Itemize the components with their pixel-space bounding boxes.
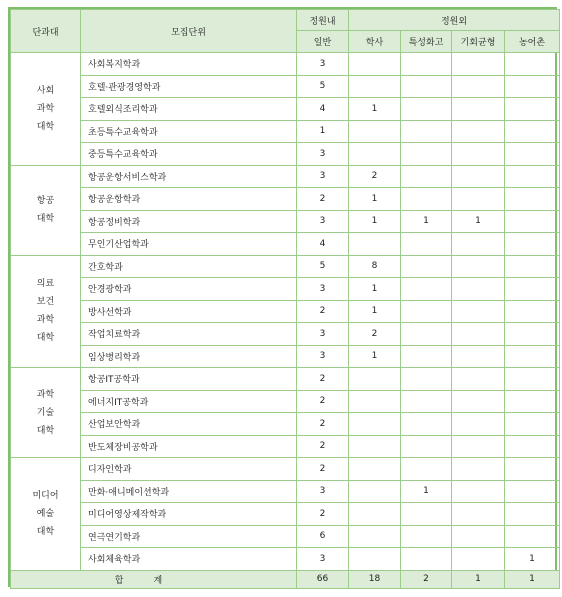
header-unit: 모집단위 bbox=[81, 10, 297, 53]
cell-bachelor: 1 bbox=[349, 345, 401, 368]
college-name-line: 대학 bbox=[36, 526, 55, 537]
cell-general: 2 bbox=[297, 458, 349, 481]
cell-rural bbox=[505, 53, 560, 76]
cell-equal-opportunity bbox=[452, 53, 505, 76]
table-row bbox=[11, 98, 560, 121]
cell-special-school bbox=[401, 458, 452, 481]
cell-general: 2 bbox=[297, 188, 349, 211]
cell-bachelor: 1 bbox=[349, 278, 401, 301]
table-row bbox=[11, 278, 560, 301]
college-name-line: 의료 bbox=[36, 279, 55, 290]
cell-rural bbox=[505, 525, 560, 548]
cell-rural bbox=[505, 323, 560, 346]
cell-special-school bbox=[401, 98, 452, 121]
cell-equal-opportunity bbox=[452, 278, 505, 301]
cell-bachelor bbox=[349, 503, 401, 526]
cell-special-school bbox=[401, 323, 452, 346]
college-cell bbox=[11, 255, 81, 368]
cell-equal-opportunity bbox=[452, 323, 505, 346]
cell-rural: 1 bbox=[505, 548, 560, 571]
total-cell-special-school: 2 bbox=[401, 570, 452, 588]
college-cell bbox=[11, 368, 81, 458]
admission-quota-table-frame bbox=[8, 7, 557, 587]
table-row bbox=[11, 525, 560, 548]
cell-equal-opportunity bbox=[452, 480, 505, 503]
cell-rural bbox=[505, 120, 560, 143]
college-name-line: 대학 bbox=[36, 214, 55, 224]
cell-general: 3 bbox=[297, 165, 349, 188]
cell-rural bbox=[505, 143, 560, 166]
cell-equal-opportunity bbox=[452, 75, 505, 98]
cell-rural bbox=[505, 480, 560, 503]
header-rural: 농어촌 bbox=[505, 31, 560, 53]
unit-name: 작업치료학과 bbox=[81, 323, 297, 346]
cell-general: 2 bbox=[297, 368, 349, 391]
table-row bbox=[11, 53, 560, 76]
unit-name: 안경광학과 bbox=[81, 278, 297, 301]
cell-bachelor: 1 bbox=[349, 210, 401, 233]
cell-rural bbox=[505, 210, 560, 233]
cell-rural bbox=[505, 255, 560, 278]
cell-rural bbox=[505, 390, 560, 413]
header-equal-opportunity: 기회균형 bbox=[452, 31, 505, 53]
cell-special-school bbox=[401, 53, 452, 76]
cell-bachelor bbox=[349, 480, 401, 503]
cell-special-school bbox=[401, 165, 452, 188]
cell-general: 3 bbox=[297, 53, 349, 76]
college-name-line: 예술 bbox=[36, 508, 55, 519]
cell-general: 2 bbox=[297, 435, 349, 458]
college-name-line: 과학 bbox=[36, 315, 55, 326]
cell-bachelor bbox=[349, 143, 401, 166]
cell-general: 2 bbox=[297, 390, 349, 413]
college-name-line: 대학 bbox=[36, 333, 55, 344]
cell-special-school bbox=[401, 413, 452, 436]
cell-equal-opportunity bbox=[452, 98, 505, 121]
unit-name: 호텔·관광경영학과 bbox=[81, 75, 297, 98]
cell-rural bbox=[505, 435, 560, 458]
cell-general: 3 bbox=[297, 548, 349, 571]
cell-special-school bbox=[401, 278, 452, 301]
cell-rural bbox=[505, 75, 560, 98]
unit-name: 미디어영상제작학과 bbox=[81, 503, 297, 526]
cell-special-school: 1 bbox=[401, 210, 452, 233]
cell-general: 4 bbox=[297, 233, 349, 256]
unit-name: 만화·애니메이션학과 bbox=[81, 480, 297, 503]
cell-special-school bbox=[401, 188, 452, 211]
table-row bbox=[11, 143, 560, 166]
total-label: 합계 bbox=[114, 575, 193, 586]
cell-general: 2 bbox=[297, 413, 349, 436]
total-row bbox=[11, 570, 560, 588]
cell-equal-opportunity bbox=[452, 233, 505, 256]
cell-bachelor: 2 bbox=[349, 323, 401, 346]
cell-bachelor bbox=[349, 458, 401, 481]
cell-general: 3 bbox=[297, 278, 349, 301]
header-out-quota: 정원외 bbox=[349, 10, 560, 31]
table-row bbox=[11, 300, 560, 323]
cell-equal-opportunity bbox=[452, 143, 505, 166]
cell-bachelor: 1 bbox=[349, 188, 401, 211]
college-cell bbox=[11, 53, 81, 166]
header-college: 단과대 bbox=[11, 10, 81, 53]
cell-rural bbox=[505, 413, 560, 436]
cell-special-school bbox=[401, 525, 452, 548]
college-name-line: 사회 bbox=[36, 85, 55, 96]
table-row bbox=[11, 165, 560, 188]
unit-name: 항공IT공학과 bbox=[81, 368, 297, 391]
unit-name: 디자인학과 bbox=[81, 458, 297, 481]
cell-general: 3 bbox=[297, 323, 349, 346]
college-name-line: 보건 bbox=[36, 297, 55, 308]
cell-rural bbox=[505, 300, 560, 323]
unit-name: 반도체장비공학과 bbox=[81, 435, 297, 458]
college-name-line: 대학 bbox=[36, 121, 55, 132]
cell-general: 2 bbox=[297, 300, 349, 323]
cell-equal-opportunity bbox=[452, 188, 505, 211]
total-cell-bachelor: 18 bbox=[349, 570, 401, 588]
cell-rural bbox=[505, 503, 560, 526]
cell-rural bbox=[505, 368, 560, 391]
college-name-line: 대학 bbox=[36, 425, 55, 436]
unit-name: 에너지IT공학과 bbox=[81, 390, 297, 413]
cell-general: 5 bbox=[297, 255, 349, 278]
cell-special-school bbox=[401, 300, 452, 323]
table-row bbox=[11, 390, 560, 413]
table-row bbox=[11, 548, 560, 571]
cell-rural bbox=[505, 458, 560, 481]
cell-general: 3 bbox=[297, 143, 349, 166]
unit-name: 사회복지학과 bbox=[81, 53, 297, 76]
college-name-line: 과학 bbox=[36, 103, 55, 114]
cell-bachelor: 2 bbox=[349, 165, 401, 188]
cell-equal-opportunity bbox=[452, 390, 505, 413]
cell-bachelor bbox=[349, 413, 401, 436]
cell-equal-opportunity bbox=[452, 345, 505, 368]
table-row bbox=[11, 323, 560, 346]
cell-special-school bbox=[401, 548, 452, 571]
college-cell bbox=[11, 458, 81, 571]
college-name-line: 기술 bbox=[36, 407, 55, 418]
cell-rural bbox=[505, 188, 560, 211]
unit-name: 방사선학과 bbox=[81, 300, 297, 323]
header-general: 일반 bbox=[297, 31, 349, 53]
cell-equal-opportunity bbox=[452, 368, 505, 391]
table-row bbox=[11, 75, 560, 98]
unit-name: 항공운항서비스학과 bbox=[81, 165, 297, 188]
unit-name: 호텔외식조리학과 bbox=[81, 98, 297, 121]
cell-equal-opportunity bbox=[452, 413, 505, 436]
unit-name: 중등특수교육학과 bbox=[81, 143, 297, 166]
table-row bbox=[11, 413, 560, 436]
cell-equal-opportunity bbox=[452, 120, 505, 143]
cell-rural bbox=[505, 98, 560, 121]
unit-name: 연극연기학과 bbox=[81, 525, 297, 548]
cell-bachelor bbox=[349, 390, 401, 413]
table-row bbox=[11, 435, 560, 458]
college-name-line: 미디어 bbox=[32, 490, 59, 501]
cell-general: 1 bbox=[297, 120, 349, 143]
cell-general: 3 bbox=[297, 480, 349, 503]
table-row bbox=[11, 345, 560, 368]
cell-rural bbox=[505, 165, 560, 188]
cell-equal-opportunity bbox=[452, 503, 505, 526]
cell-equal-opportunity bbox=[452, 548, 505, 571]
total-label-cell bbox=[11, 570, 297, 588]
table-row bbox=[11, 120, 560, 143]
unit-name: 초등특수교육학과 bbox=[81, 120, 297, 143]
cell-bachelor bbox=[349, 525, 401, 548]
table-body bbox=[11, 53, 560, 589]
cell-bachelor bbox=[349, 368, 401, 391]
cell-special-school bbox=[401, 143, 452, 166]
cell-equal-opportunity bbox=[452, 435, 505, 458]
cell-bachelor bbox=[349, 53, 401, 76]
unit-name: 임상병리학과 bbox=[81, 345, 297, 368]
table-row bbox=[11, 188, 560, 211]
table-row bbox=[11, 503, 560, 526]
cell-special-school bbox=[401, 255, 452, 278]
cell-general: 2 bbox=[297, 503, 349, 526]
admission-quota-table bbox=[10, 9, 560, 589]
cell-special-school bbox=[401, 390, 452, 413]
college-cell bbox=[11, 165, 81, 255]
cell-bachelor bbox=[349, 75, 401, 98]
unit-name: 간호학과 bbox=[81, 255, 297, 278]
header-in-quota: 정원내 bbox=[297, 10, 349, 31]
cell-general: 4 bbox=[297, 98, 349, 121]
cell-special-school bbox=[401, 503, 452, 526]
cell-bachelor bbox=[349, 233, 401, 256]
cell-bachelor bbox=[349, 435, 401, 458]
table-row bbox=[11, 368, 560, 391]
header-special-school: 특성화고 bbox=[401, 31, 452, 53]
table-row bbox=[11, 233, 560, 256]
unit-name: 사회체육학과 bbox=[81, 548, 297, 571]
cell-rural bbox=[505, 233, 560, 256]
total-cell-general: 66 bbox=[297, 570, 349, 588]
unit-name: 무인기산업학과 bbox=[81, 233, 297, 256]
cell-special-school bbox=[401, 345, 452, 368]
cell-equal-opportunity bbox=[452, 525, 505, 548]
cell-special-school bbox=[401, 120, 452, 143]
cell-equal-opportunity bbox=[452, 300, 505, 323]
college-name-line: 항공 bbox=[36, 196, 55, 206]
cell-special-school bbox=[401, 75, 452, 98]
header-bachelor: 학사 bbox=[349, 31, 401, 53]
unit-name: 항공운항학과 bbox=[81, 188, 297, 211]
unit-name: 산업보안학과 bbox=[81, 413, 297, 436]
cell-equal-opportunity: 1 bbox=[452, 210, 505, 233]
cell-special-school: 1 bbox=[401, 480, 452, 503]
cell-bachelor: 1 bbox=[349, 98, 401, 121]
cell-equal-opportunity bbox=[452, 458, 505, 481]
table-row bbox=[11, 210, 560, 233]
cell-general: 6 bbox=[297, 525, 349, 548]
cell-equal-opportunity bbox=[452, 255, 505, 278]
table-row bbox=[11, 480, 560, 503]
cell-general: 3 bbox=[297, 210, 349, 233]
cell-rural bbox=[505, 345, 560, 368]
table-row bbox=[11, 458, 560, 481]
cell-general: 5 bbox=[297, 75, 349, 98]
college-name-line: 과학 bbox=[36, 389, 55, 400]
cell-special-school bbox=[401, 233, 452, 256]
total-cell-equal-opportunity: 1 bbox=[452, 570, 505, 588]
cell-general: 3 bbox=[297, 345, 349, 368]
cell-special-school bbox=[401, 368, 452, 391]
cell-bachelor bbox=[349, 120, 401, 143]
cell-bachelor bbox=[349, 548, 401, 571]
cell-equal-opportunity bbox=[452, 165, 505, 188]
total-cell-rural: 1 bbox=[505, 570, 560, 588]
table-row bbox=[11, 255, 560, 278]
cell-special-school bbox=[401, 435, 452, 458]
cell-bachelor: 8 bbox=[349, 255, 401, 278]
unit-name: 항공정비학과 bbox=[81, 210, 297, 233]
cell-bachelor: 1 bbox=[349, 300, 401, 323]
cell-rural bbox=[505, 278, 560, 301]
